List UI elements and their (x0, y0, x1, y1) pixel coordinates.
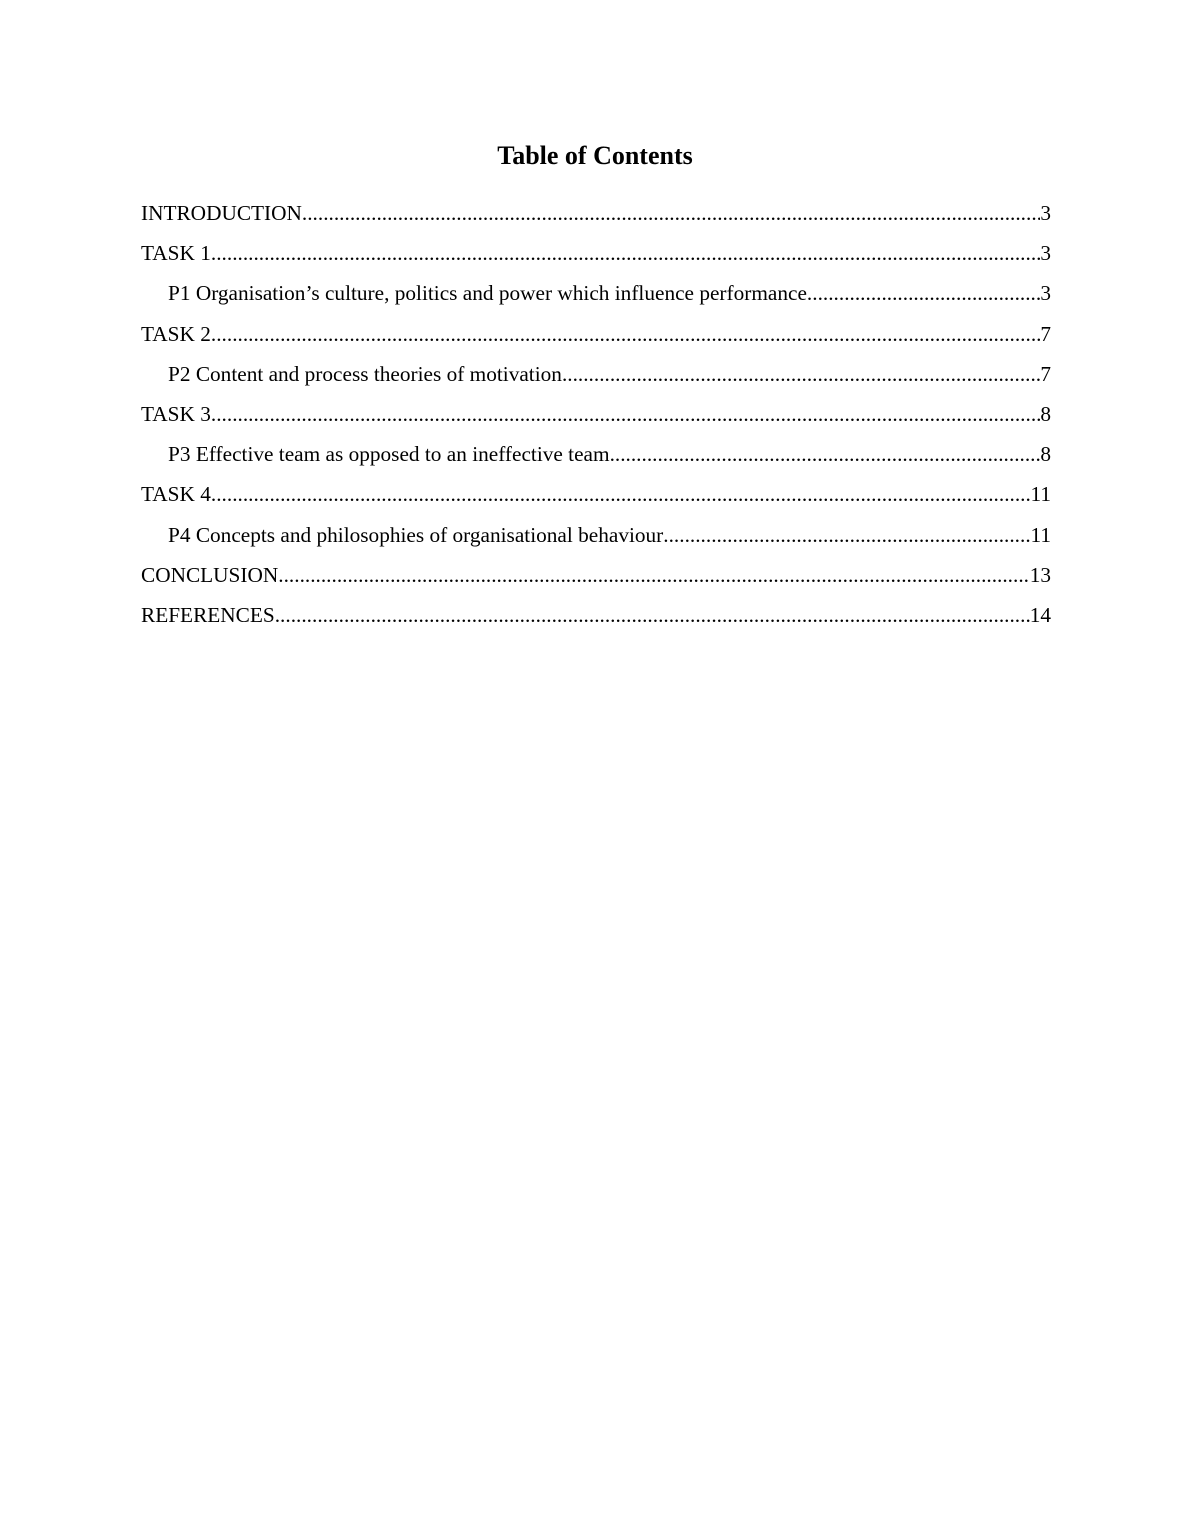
toc-entry-page: 14 (1029, 602, 1051, 627)
toc-entry-label: P2 Content and process theories of motivation (168, 361, 562, 386)
toc-entry-p1[interactable] (141, 273, 1051, 313)
toc-entry-label: P4 Concepts and philosophies of organisational behaviour (168, 522, 664, 547)
toc-entry-page: 3 (1040, 281, 1051, 306)
toc-entry-references[interactable] (141, 595, 1051, 635)
toc-dot-leader (211, 314, 1040, 354)
toc-entry-page: 3 (1040, 241, 1051, 266)
toc-entry-label: TASK 4 (141, 482, 211, 507)
toc-dot-leader (562, 354, 1040, 394)
toc-dot-leader (807, 273, 1040, 313)
toc-dot-leader (610, 434, 1041, 474)
toc-entry-p3[interactable] (141, 434, 1051, 474)
toc-title: Table of Contents (497, 141, 693, 170)
toc-entry-label: INTRODUCTION (141, 201, 302, 225)
toc-entry-page: 7 (1040, 361, 1051, 386)
toc-entry-label: TASK 2 (141, 321, 211, 346)
toc-entry-page: 11 (1030, 522, 1051, 547)
toc-entry-conclusion[interactable] (141, 555, 1051, 595)
toc-entry-label: P1 Organisation’s culture, politics and power which influence performance (168, 281, 807, 306)
toc-entry-page: 11 (1030, 482, 1051, 507)
toc-entry-page: 7 (1040, 321, 1051, 346)
toc-entry-page: 8 (1040, 442, 1051, 467)
toc-dot-leader (211, 233, 1040, 273)
toc-entry-task-2[interactable] (141, 314, 1051, 354)
toc-entry-p2[interactable] (141, 354, 1051, 394)
toc-entry-label: TASK 3 (141, 401, 211, 426)
toc-entry-label: REFERENCES (141, 602, 275, 627)
toc-dot-leader (302, 193, 1040, 233)
toc-entry-task-3[interactable] (141, 394, 1051, 434)
toc-dot-leader (275, 595, 1030, 635)
toc-entry-label: P3 Effective team as opposed to an ineffective team (168, 442, 610, 467)
toc-dot-leader (278, 555, 1029, 595)
toc-entry-label: TASK 1 (141, 241, 211, 266)
toc-entry-task-1[interactable] (141, 233, 1051, 273)
toc-entry-label: CONCLUSION (141, 562, 279, 587)
toc-dot-leader (211, 394, 1040, 434)
toc-entry-task-4[interactable] (141, 474, 1051, 514)
toc-dot-leader (211, 474, 1031, 514)
toc-list (141, 193, 1051, 635)
toc-entry-introduction[interactable] (141, 193, 1051, 233)
toc-entry-page: 3 (1040, 201, 1051, 225)
toc-entry-page: 8 (1040, 401, 1051, 426)
toc-dot-leader (663, 515, 1030, 555)
toc-entry-p4[interactable] (141, 515, 1051, 555)
toc-entry-page: 13 (1029, 562, 1051, 587)
